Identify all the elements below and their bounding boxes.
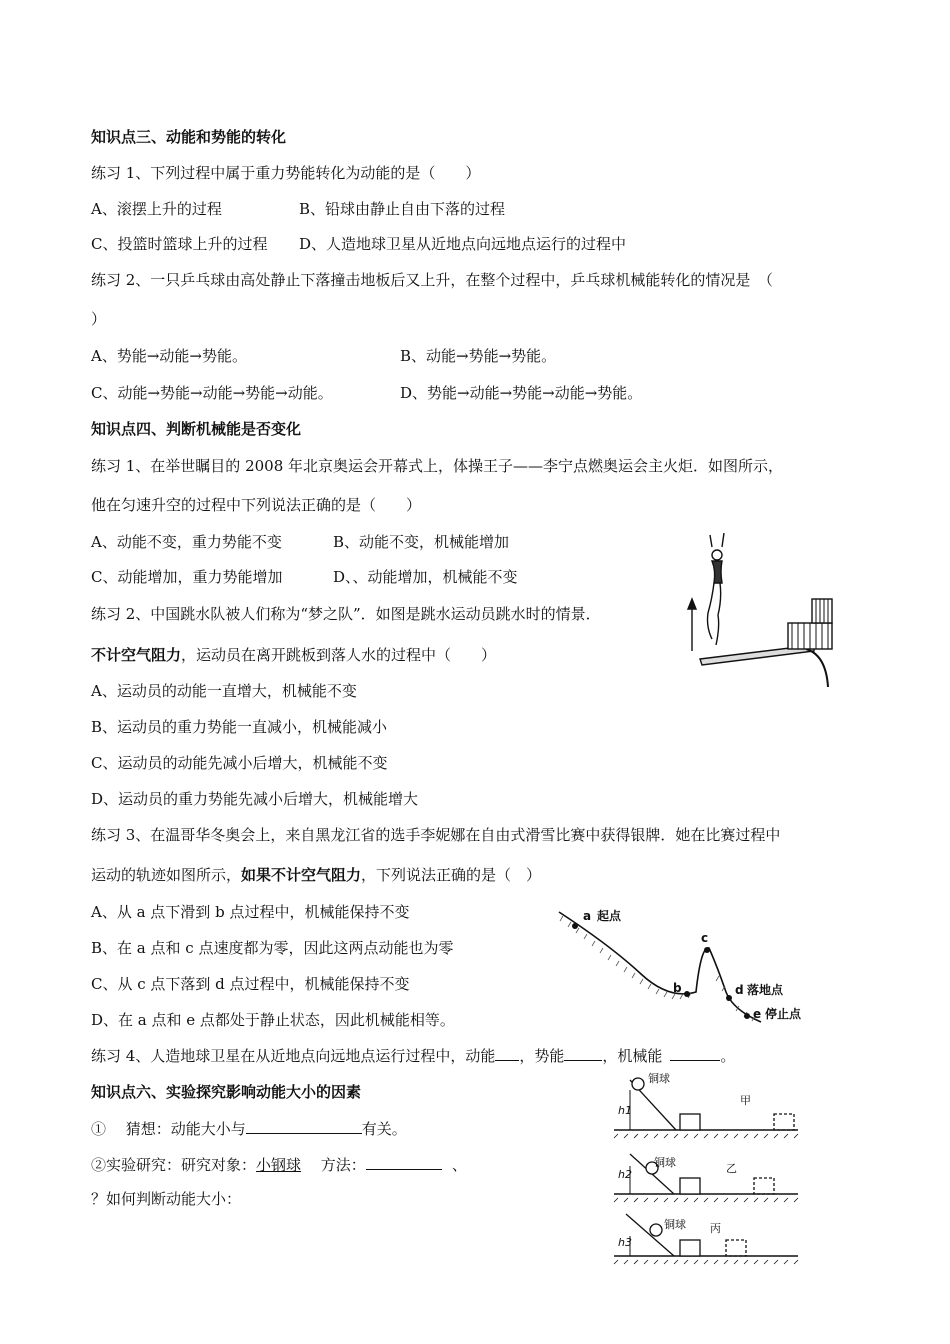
s6-item2-pre: ②实验研究：研究对象： bbox=[91, 1156, 257, 1174]
block-3-moved bbox=[726, 1240, 746, 1256]
label-yi: 乙 bbox=[726, 1162, 737, 1175]
s4-ex1-option-a: A、动能不变，重力势能不变 bbox=[91, 533, 282, 551]
s6-item2-post: 、 bbox=[451, 1156, 467, 1174]
block-3 bbox=[680, 1240, 700, 1256]
s3-ex1-option-b: B、铅球由静止自由下落的过程 bbox=[299, 200, 506, 218]
s4-ex3-option-d: D、在 a 点和 e 点都处于静止状态，因此机械能相等。 bbox=[91, 1011, 455, 1029]
block-2 bbox=[680, 1178, 700, 1194]
block-1-moved bbox=[774, 1114, 794, 1130]
s6-item1 bbox=[91, 1118, 407, 1139]
block-2-moved bbox=[754, 1178, 774, 1194]
h2-label: h2 bbox=[618, 1168, 632, 1181]
s6-item2-mid: 方法： bbox=[301, 1156, 366, 1174]
s4-ex4-blank-potential[interactable] bbox=[564, 1045, 602, 1061]
section3-title: 知识点三、动能和势能的转化 bbox=[91, 128, 287, 146]
s4-ex2-question-line2 bbox=[91, 645, 496, 665]
s4-ex4-blank-mechanical[interactable] bbox=[670, 1045, 720, 1061]
s6-item3: ？如何判断动能大小： bbox=[91, 1190, 242, 1208]
s4-ex3-bold-condition: 如果不计空气阻力 bbox=[241, 866, 362, 884]
s4-ex2-bold-condition: 不计空气阻力 bbox=[91, 646, 182, 664]
s6-item1-blank[interactable] bbox=[246, 1118, 362, 1134]
point-d-marker bbox=[726, 995, 732, 1001]
point-c-marker bbox=[704, 947, 710, 953]
s3-ex1-option-d: D、人造地球卫星从近地点向远地点运行的过程中 bbox=[299, 235, 627, 253]
label-b: b bbox=[673, 981, 682, 995]
s4-ex4-blank-kinetic[interactable] bbox=[495, 1045, 519, 1061]
ball-1 bbox=[632, 1078, 644, 1090]
ball-label-2: 铜球 bbox=[654, 1156, 676, 1169]
s6-item1-post: 有关。 bbox=[361, 1120, 407, 1138]
s4-ex2-option-d: D、运动员的重力势能先减小后增大，机械能增大 bbox=[91, 790, 419, 808]
label-a: a bbox=[583, 909, 592, 923]
s4-ex2-question-cont: ，运动员在离开跳板到落人水的过程中（ ） bbox=[181, 646, 497, 664]
block-1 bbox=[680, 1114, 700, 1130]
s4-ex3-question-cont-pre: 运动的轨迹如图所示， bbox=[91, 866, 242, 884]
s4-ex2-option-c: C、运动员的动能先减小后增大，机械能不变 bbox=[91, 754, 388, 772]
s4-ex3-question: 练习 3、在温哥华冬奥会上，来自黑龙江省的选手李妮娜在自由式滑雪比赛中获得银牌．她在比赛过程中 bbox=[91, 826, 781, 844]
s6-item1-pre: ① 猜想：动能大小与 bbox=[91, 1120, 246, 1138]
s3-ex1-question: 练习 1、下列过程中属于重力势能转化为动能的是（ ） bbox=[91, 164, 481, 182]
diver-figure bbox=[686, 527, 838, 695]
s6-item2 bbox=[91, 1154, 467, 1175]
point-a-marker bbox=[572, 923, 578, 929]
s3-ex2-option-c: C、动能→势能→动能→势能→动能。 bbox=[91, 384, 333, 402]
s4-ex1-question-cont: 他在匀速升空的过程中下列说法正确的是（ ） bbox=[91, 496, 422, 514]
h3-label: h3 bbox=[618, 1236, 632, 1249]
ball-label-1: 铜球 bbox=[648, 1072, 670, 1085]
label-e: e bbox=[753, 1007, 762, 1021]
ball-experiment-figure bbox=[608, 1070, 804, 1270]
s4-ex3-option-b: B、在 a 点和 c 点速度都为零，因此这两点动能也为零 bbox=[91, 939, 454, 957]
ball-label-3: 铜球 bbox=[664, 1218, 686, 1231]
s4-ex3-question-cont-post: ，下列说法正确的是（ ） bbox=[361, 866, 542, 884]
s4-ex3-option-a: A、从 a 点下滑到 b 点过程中，机械能保持不变 bbox=[91, 903, 410, 921]
s3-ex2-option-b: B、动能→势能→势能。 bbox=[400, 347, 557, 365]
point-b-marker bbox=[684, 991, 690, 997]
label-a-text: 起点 bbox=[597, 909, 622, 923]
arrow-head-icon bbox=[688, 599, 696, 609]
s4-ex3-question-line2 bbox=[91, 865, 541, 885]
s4-ex2-option-b: B、运动员的重力势能一直减小，机械能减小 bbox=[91, 718, 388, 736]
s3-ex2-question-cont: ） bbox=[91, 310, 107, 328]
s6-item2-method-blank[interactable] bbox=[366, 1154, 442, 1170]
s4-ex1-option-c: C、动能增加，重力势能增加 bbox=[91, 568, 283, 586]
s4-ex4-q2: ，势能 bbox=[519, 1047, 565, 1065]
s4-ex2-question: 练习 2、中国跳水队被人们称为“梦之队”．如图是跳水运动员跳水时的情景． bbox=[91, 605, 601, 623]
section6-title: 知识点六、实验探究影响动能大小的因素 bbox=[91, 1083, 362, 1101]
point-e-marker bbox=[744, 1013, 750, 1019]
s3-ex2-option-a: A、势能→动能→势能。 bbox=[91, 347, 247, 365]
s4-ex4-q1: 练习 4、人造地球卫星在从近地点向远地点运行过程中，动能 bbox=[91, 1047, 496, 1065]
s4-ex1-option-b: B、动能不变，机械能增加 bbox=[333, 533, 510, 551]
label-d: d bbox=[735, 983, 744, 997]
s6-item2-object: 小钢球 bbox=[256, 1156, 302, 1174]
s4-ex1-option-d: D、、动能增加，机械能不变 bbox=[333, 568, 518, 586]
s3-ex1-option-c: C、投篮时篮球上升的过程 bbox=[91, 235, 268, 253]
ski-track bbox=[559, 912, 761, 1022]
s3-ex1-option-a: A、滚摆上升的过程 bbox=[91, 200, 222, 218]
label-bing: 丙 bbox=[710, 1222, 721, 1235]
label-d-text: 落地点 bbox=[747, 983, 784, 997]
s3-ex2-option-d: D、势能→动能→势能→动能→势能。 bbox=[400, 384, 643, 402]
s4-ex4-question bbox=[91, 1045, 735, 1066]
s3-ex2-question: 练习 2、一只乒乓球由高处静止下落撞击地板后又上升，在整个过程中，乒乓球机械能转化的情况是 （ bbox=[91, 271, 773, 289]
s4-ex4-q4: 。 bbox=[720, 1047, 736, 1065]
s4-ex4-q3: ，机械能 bbox=[602, 1047, 663, 1065]
diver-torso bbox=[712, 561, 722, 583]
s4-ex3-option-c: C、从 c 点下落到 d 点过程中，机械能保持不变 bbox=[91, 975, 410, 993]
label-jia: 甲 bbox=[740, 1094, 751, 1107]
label-c: c bbox=[701, 931, 709, 945]
section4-title: 知识点四、判断机械能是否变化 bbox=[91, 420, 302, 438]
s4-ex2-option-a: A、运动员的动能一直增大，机械能不变 bbox=[91, 682, 357, 700]
ball-3 bbox=[650, 1224, 662, 1236]
raised-arms bbox=[710, 533, 724, 547]
ski-trajectory-figure bbox=[551, 906, 811, 1028]
s4-ex1-question: 练习 1、在举世瞩目的 2008 年北京奥运会开幕式上，体操王子——李宁点燃奥运会主火炬．如图所示， bbox=[91, 457, 784, 475]
h1-label: h1 bbox=[618, 1104, 632, 1117]
label-e-text: 停止点 bbox=[765, 1007, 802, 1021]
diver-legs bbox=[708, 583, 721, 645]
